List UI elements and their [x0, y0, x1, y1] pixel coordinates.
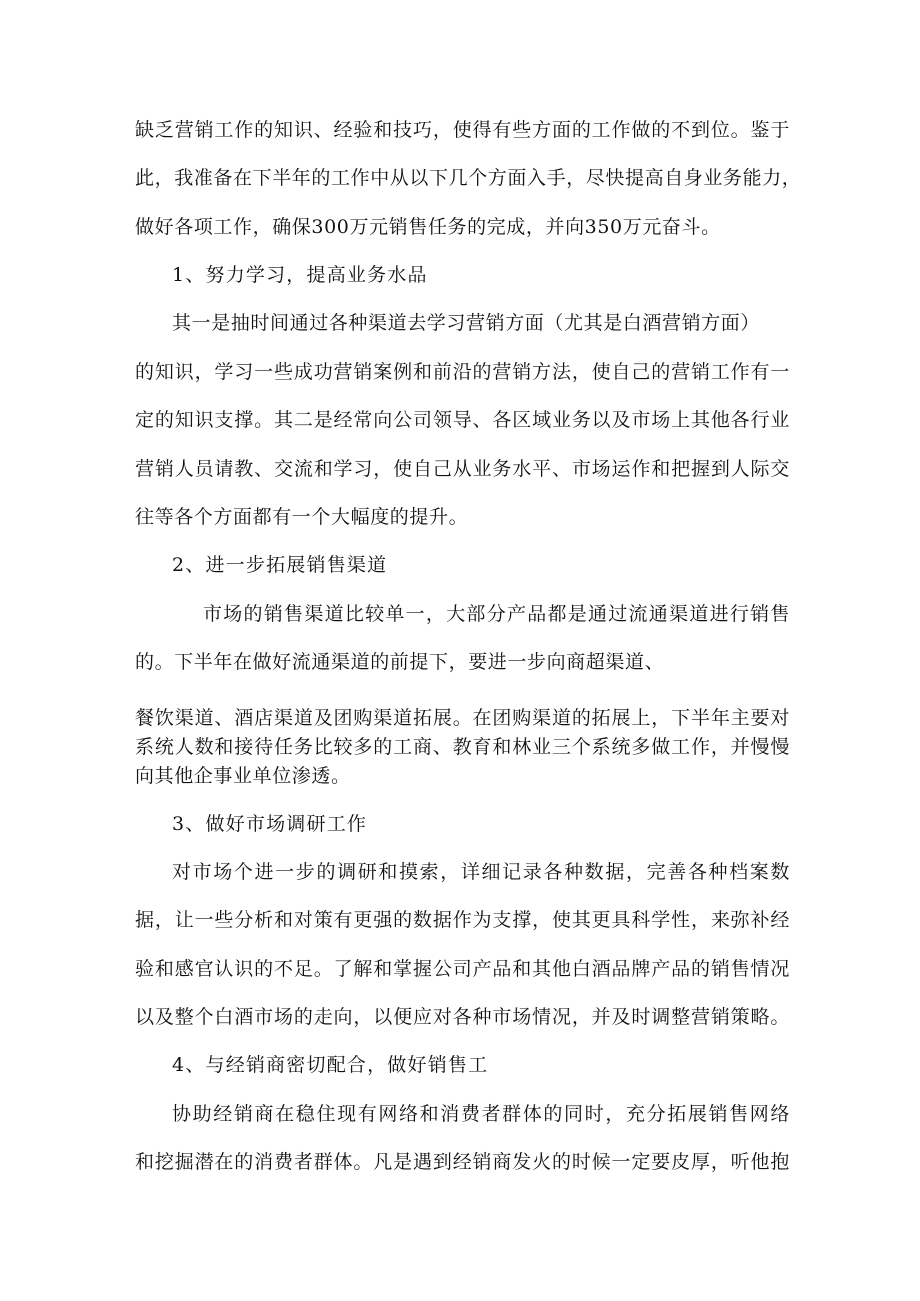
paragraph-line: 以及整个白酒市场的走向，以便应对各种市场情况，并及时调整营销策略。: [135, 1006, 790, 1028]
paragraph-line: 营销人员请教、交流和学习，使自己从业务水平、市场运作和把握到人际交: [135, 458, 790, 480]
paragraph-line: 验和感官认识的不足。了解和掌握公司产品和其他白酒品牌产品的销售情况: [135, 958, 790, 980]
paragraph-line: 其一是抽时间通过各种渠道去学习营销方面（尤其是白酒营销方面）: [172, 312, 761, 334]
paragraph-line: 市场的销售渠道比较单一，大部分产品都是通过流通渠道进行销售: [203, 603, 790, 625]
section-heading-2: 2、进一步拓展销售渠道: [172, 554, 388, 576]
paragraph-line: 做好各项工作，确保300万元销售任务的完成，并向350万元奋斗。: [135, 216, 721, 238]
section-heading-3: 3、做好市场调研工作: [172, 813, 368, 835]
paragraph-line: 的知识，学习一些成功营销案例和前沿的营销方法，使自己的营销工作有一: [135, 361, 790, 383]
paragraph-line: 往等各个方面都有一个大幅度的提升。: [135, 506, 469, 528]
paragraph-line: 定的知识支撑。其二是经常向公司领导、各区域业务以及市场上其他各行业: [135, 409, 790, 431]
section-heading-1: 1、努力学习，提高业务水品: [172, 264, 428, 286]
paragraph-line: 据，让一些分析和对策有更强的数据作为支撑，使其更具科学性，来弥补经: [135, 909, 790, 931]
paragraph-line: 餐饮渠道、酒店渠道及团购渠道拓展。在团购渠道的拓展上，下半年主要对: [135, 707, 790, 729]
paragraph-line: 缺乏营销工作的知识、经验和技巧，使得有些方面的工作做的不到位。鉴于: [135, 119, 790, 141]
paragraph-line: 和挖掘潜在的消费者群体。凡是遇到经销商发火的时候一定要皮厚，听他抱: [135, 1151, 790, 1173]
paragraph-line: 向其他企事业单位渗透。: [135, 765, 351, 787]
paragraph-line: 协助经销商在稳住现有网络和消费者群体的同时，充分拓展销售网络: [172, 1103, 790, 1125]
paragraph-line: 对市场个进一步的调研和摸索，详细记录各种数据，完善各种档案数: [172, 861, 790, 883]
paragraph-line: 的。下半年在做好流通渠道的前提下，要进一步向商超渠道、: [135, 651, 665, 673]
paragraph-line: 系统人数和接待任务比较多的工商、教育和林业三个系统多做工作，并慢慢: [135, 736, 790, 758]
section-heading-4: 4、与经销商密切配合，做好销售工: [172, 1054, 489, 1076]
paragraph-line: 此，我准备在下半年的工作中从以下几个方面入手，尽快提高自身业务能力，: [135, 167, 802, 189]
